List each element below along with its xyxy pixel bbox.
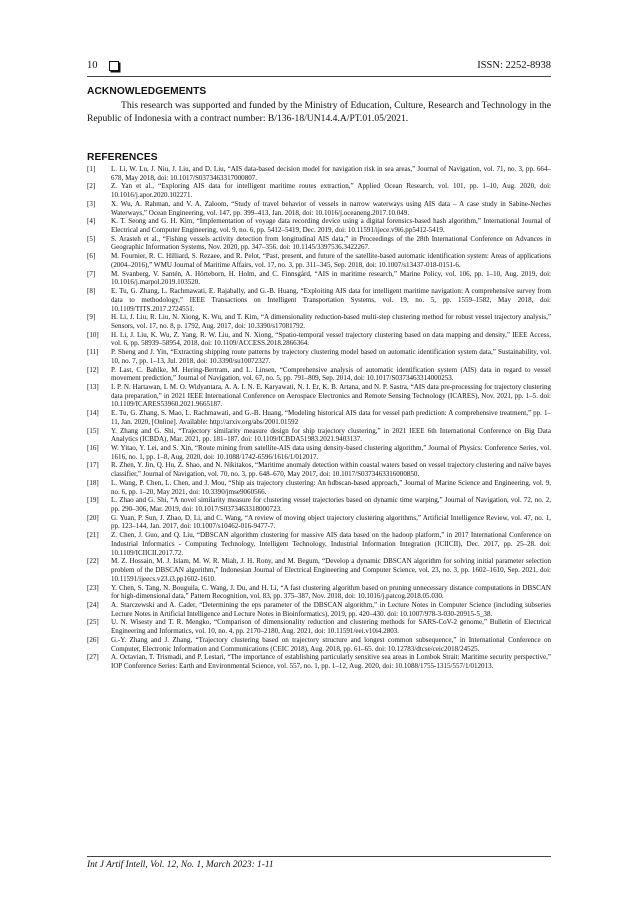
reference-number: [17]	[87, 461, 99, 470]
reference-item	[87, 427, 551, 444]
reference-number: [1]	[87, 165, 96, 173]
reference-item	[87, 514, 551, 531]
reference-number: [16]	[87, 444, 99, 452]
reference-number: [14]	[87, 409, 99, 418]
reference-item	[87, 165, 551, 182]
reference-text: S. Arasteh et al., “Fishing vessels activity detection from longitudinal AIS data,” in Proceedings of the 28th International Conference on Advances in Geographic Information Systems, Nov. 2020, pp. 347–356. doi: 10.1145/3397536.3422267.	[111, 234, 551, 252]
reference-number: [26]	[87, 635, 99, 644]
reference-text: W. Yitao, Y. Lei, and S. Xin, “Route mining from satellite-AIS data using density-based clustering algorithm,” Journal of Physics: Conference Series, vol. 1616, no. 1, pp. 1–8, Aug. 2020, doi: 10.1088/1742-6596/1616/1/012017.	[111, 444, 551, 461]
acknowledgements-heading: ACKNOWLEDGEMENTS	[87, 86, 207, 97]
reference-item	[87, 653, 551, 670]
footer-rule	[87, 856, 551, 857]
reference-number: [15]	[87, 426, 99, 435]
reference-item	[87, 313, 551, 330]
references-heading: REFERENCES	[87, 152, 158, 163]
reference-text: L. Wang, P. Chen, L. Chen, and J. Mou, “Ship ais trajectory clustering: An hdbscan-based approach,” Journal of Marine Science and Engineering, vol. 9, no. 6, pp. 1–20, May 2021, doi: 10.3390/jmse9060566.	[111, 478, 551, 496]
reference-item	[87, 182, 551, 199]
reference-item	[87, 531, 551, 557]
reference-item	[87, 348, 551, 365]
reference-text: R. Zhen, Y. Jin, Q. Hu, Z. Shao, and N. Nikitakos, “Maritime anomaly detection within coastal waters based on vessel trajectory clustering and naïve bayes classifier,” Journal of Navigation, vol. 70, no. 3, pp. 648–670, May 2017, doi: 10.1017/S0373463316000850.	[111, 461, 551, 479]
reference-number: [24]	[87, 600, 99, 609]
reference-number: [8]	[87, 287, 96, 296]
reference-item	[87, 618, 551, 635]
reference-text: M. Fournier, R. C. Hilliard, S. Rezaee, and R. Pelot, “Past, present, and future of the satellite-based automatic identification system: Areas of applications (2004–2016),” WMU Journal of Maritime Affairs, vol. 17, no. 3, pp. 311–345, Sep. 2018, doi: 10.1007/s13437-018-0151-6.	[111, 252, 551, 269]
reference-list	[87, 165, 551, 671]
reference-item	[87, 444, 551, 461]
reference-number: [4]	[87, 217, 96, 226]
header-rule	[87, 76, 551, 77]
reference-item	[87, 331, 551, 348]
reference-item	[87, 287, 551, 313]
reference-item	[87, 200, 551, 217]
reference-number: [27]	[87, 653, 99, 662]
reference-number: [7]	[87, 269, 96, 278]
reference-text: A. Octavian, T. Trismadi, and P. Lestari, “The importance of establishing particularly sensitive sea areas in Lombok Strait: Maritime security perspective,” IOP Conference Series: Earth and Environmental Science, vol. 557, no. 1, pp. 1–12, Aug. 2020, doi: 10.1088/1755-1315/557/1/012013.	[111, 653, 551, 670]
reference-item	[87, 270, 551, 287]
reference-number: [3]	[87, 199, 96, 208]
reference-number: [18]	[87, 478, 99, 487]
reference-number: [19]	[87, 496, 99, 505]
reference-item	[87, 479, 551, 496]
reference-item	[87, 366, 551, 383]
reference-item	[87, 409, 551, 426]
reference-number: [2]	[87, 182, 96, 191]
reference-text: M. Svanberg, V. Santén, A. Hörteborn, H. Holm, and C. Finnsgård, “AIS in maritime research,” Marine Policy, vol. 106, pp. 1–10, Aug. 2019, doi: 10.1016/j.marpol.2019.103520.	[111, 269, 551, 287]
page-footer: Int J Artif Intell, Vol. 12, No. 1, March 2023: 1-11	[87, 860, 274, 870]
reference-text: M. Z. Hossain, M. J. Islam, M. W. R. Miah, J. H. Rony, and M. Begum, “Develop a dynamic DBSCAN algorithm for solving initial parameter selection problem of the DBSCAN algorithm,” Indonesian Journal of Electrical Engineering and Computer Science, vol. 23, no. 3, pp. 1602–1610, Sep. 2021, doi: 10.11591/ijeecs.v23.i3.pp1602-1610.	[111, 557, 551, 583]
page-number: 10	[87, 60, 98, 71]
reference-number: [23]	[87, 583, 99, 592]
acknowledgements-text: This research was supported and funded by the Ministry of Education, Culture, Research and Technology in the Republic of Indonesia with a contract number: B/136-18/UN14.4.A/PT.01.05/2021.	[87, 100, 551, 124]
reference-text: Z. Yan et al., “Exploring AIS data for intelligent maritime routes extraction,” Applied Ocean Research, vol. 101, pp. 1–10, Aug. 2020, doi: 10.1016/j.apor.2020.102271.	[111, 182, 551, 200]
reference-number: [5]	[87, 234, 96, 243]
reference-text: U. N. Wisesty and T. R. Mengko, “Comparison of dimensionality reduction and clustering methods for SARS-CoV-2 genome,” Bulletin of Electrical Engineering and Informatics, vol. 10, no. 4, pp. 2170–2180, Aug. 2021, doi: 10.11591/eei.v10i4.2803.	[111, 618, 551, 636]
reference-text: X. Wu, A. Rahman, and V. A. Zaloom, “Study of travel behavior of vessels in narrow waterways using AIS data – A case study in Sabine-Neches Waterways,” Ocean Engineering, vol. 147, pp. 399–413, Jan. 2018, doi: 10.1016/j.oceaneng.2017.10.049.	[111, 199, 551, 217]
reference-number: [10]	[87, 330, 99, 339]
reference-number: [21]	[87, 531, 99, 540]
reference-text: I. P. N. Hartawan, I. M. O. Widyantara, A. A. I. N. E. Karyawati, N. I. Er, K. B. Artana, and N. P. Sastra, “AIS data pre-processing for trajectory clustering data preparation,” in 2021 IEEE International Conference on Aerospace Electronics and Remote Sensing Technology (ICARES), Nov. 2021, pp. 1–5. doi: 10.1109/ICARES53960.2021.9665187.	[111, 382, 551, 409]
reference-item	[87, 584, 551, 601]
reference-number: [25]	[87, 618, 99, 627]
reference-text: P. Last, C. Bahlke, M. Hering-Bertram, and L. Linsen, “Comprehensive analysis of automatic identification system (AIS) data in regard to vessel movement prediction,” Journal of Navigation, vol. 67, no. 5, pp. 791–809, Sep. 2014, doi: 10.1017/S0373463314000253.	[111, 365, 551, 383]
reference-text: G.-Y. Zhang and J. Zhang, “Trajectory clustering based on trajectory structure and longest common subsequence,” in International Conference on Computer, Electronic Information and Communications (CEIC 2018), Aug. 2018, pp. 61–65. doi: 10.12783/dtcse/ceic2018/24525.	[111, 635, 551, 653]
reference-text: Y. Chen, S. Tang, N. Bouguila, C. Wang, J. Du, and H. Li, “A fast clustering algorithm based on pruning unnecessary distance computations in DBSCAN for high-dimensional data,” Pattern Recognition, vol. 83, pp. 375–387, Nov. 2018, doi: 10.1016/j.patcog.2018.05.030.	[111, 583, 551, 601]
reference-number: [13]	[87, 382, 99, 391]
reference-item	[87, 461, 551, 478]
reference-text: L. Li, W. Lu, J. Niu, J. Liu, and D. Liu, “AIS data-based decision model for navigation risk in sea areas,” Journal of Navigation, vol. 71, no. 3, pp. 664–678, May 2018, doi: 10.1017/S0373463317000807.	[111, 165, 551, 182]
reference-number: [20]	[87, 513, 99, 522]
reference-text: K. T. Seong and G. H. Kim, “Implementation of voyage data recording device using a digital forensics-based hash algorithm,” International Journal of Electrical and Computer Engineering, vol. 9, no. 6, pp. 5412–5419, Dec. 2019, doi: 10.11591/ijece.v9i6.pp5412-5419.	[111, 217, 551, 235]
reference-text: H. Li, J. Liu, K. Wu, Z. Yang, R. W. Liu, and N. Xiong, “Spatio-temporal vessel trajectory clustering based on data mapping and density,” IEEE Access, vol. 6, pp. 58939–58954, 2018, doi: 10.1109/ACCESS.2018.2866364.	[111, 330, 551, 348]
reference-item	[87, 557, 551, 583]
reference-text: G. Yuan, P. Sun, J. Zhao, D. Li, and C. Wang, “A review of moving object trajectory clustering algorithms,” Artificial Intelligence Review, vol. 47, no. 1, pp. 123–144, Jan. 2017, doi: 10.1007/s10462-016-9477-7.	[111, 513, 551, 531]
reference-item	[87, 601, 551, 618]
reference-item	[87, 636, 551, 653]
reference-item	[87, 496, 551, 513]
reference-text: E. Tu, G. Zhang, S. Mao, L. Rachmawati, and G.-B. Huang, “Modeling historical AIS data for vessel path prediction: A comprehensive treatment,” pp. 1–11, Jan. 2020, [Online]. Available: http://arxiv.org/abs/2001.01592	[111, 409, 551, 426]
reference-number: [9]	[87, 313, 96, 322]
reference-item	[87, 252, 551, 269]
issn-label: ISSN: 2252-8938	[477, 60, 551, 71]
reference-number: [6]	[87, 252, 96, 261]
reference-number: [12]	[87, 365, 99, 374]
reference-number: [11]	[87, 348, 99, 357]
reference-item	[87, 217, 551, 234]
reference-text: P. Sheng and J. Yin, “Extracting shipping route patterns by trajectory clustering model based on automatic identification system data,” Sustainability, vol. 10, no. 7, pp. 1–13, Jul. 2018, doi: 10.3390/su10072327.	[111, 348, 551, 365]
reference-item	[87, 383, 551, 409]
reference-text: A. Starczewski and A. Cader, “Determining the eps parameter of the DBSCAN algorithm,” in Lecture Notes in Computer Science (including subseries Lecture Notes in Artificial Intelligence and Lecture Notes in Bioinformatics), 2019, pp. 420–430. doi: 10.1007/978-3-030-20915-5_38.	[111, 600, 551, 618]
reference-number: [22]	[87, 557, 99, 566]
reference-text: Y. Zhang and G. Shi, “Trajectory similarity measure design for ship trajectory clustering,” in 2021 IEEE 6th International Conference on Big Data Analytics (ICBDA), Mar. 2021, pp. 181–187. doi: 10.1109/ICBDA51983.2021.9403137.	[111, 426, 551, 444]
page-header	[87, 60, 551, 74]
reference-text: E. Tu, G. Zhang, L. Rachmawati, E. Rajabally, and G.-B. Huang, “Exploiting AIS data for intelligent maritime navigation: A comprehensive survey from data to methodology,” IEEE Transactions on Intelligent Transportation Systems, vol. 19, no. 5, pp. 1559–1582, May 2018, doi: 10.1109/TITS.2017.2724551.	[111, 287, 551, 313]
reference-text: Z. Chen, J. Guo, and Q. Liu, “DBSCAN algorithm clustering for massive AIS data based on the hadoop platform,” in 2017 International Conference on Industrial Informatics - Computing Technology, Intelligent Technology, Industrial Information Integration (ICIICII), Dec. 2017, pp. 25–28. doi: 10.1109/ICIICII.2017.72.	[111, 531, 551, 557]
reference-text: H. Li, J. Liu, R. Liu, N. Xiong, K. Wu, and T. Kim, “A dimensionality reduction-based multi-step clustering method for robust vessel trajectory analysis,” Sensors, vol. 17, no. 8, p. 1792, Aug. 2017, doi: 10.3390/s17081792.	[111, 313, 551, 330]
square-icon	[109, 61, 119, 71]
reference-item	[87, 235, 551, 252]
reference-text: L. Zhao and G. Shi, “A novel similarity measure for clustering vessel trajectories based on dynamic time warping,” Journal of Navigation, vol. 72, no. 2, pp. 290–306, Mar. 2019, doi: 10.1017/S0373463318000723.	[111, 496, 551, 514]
